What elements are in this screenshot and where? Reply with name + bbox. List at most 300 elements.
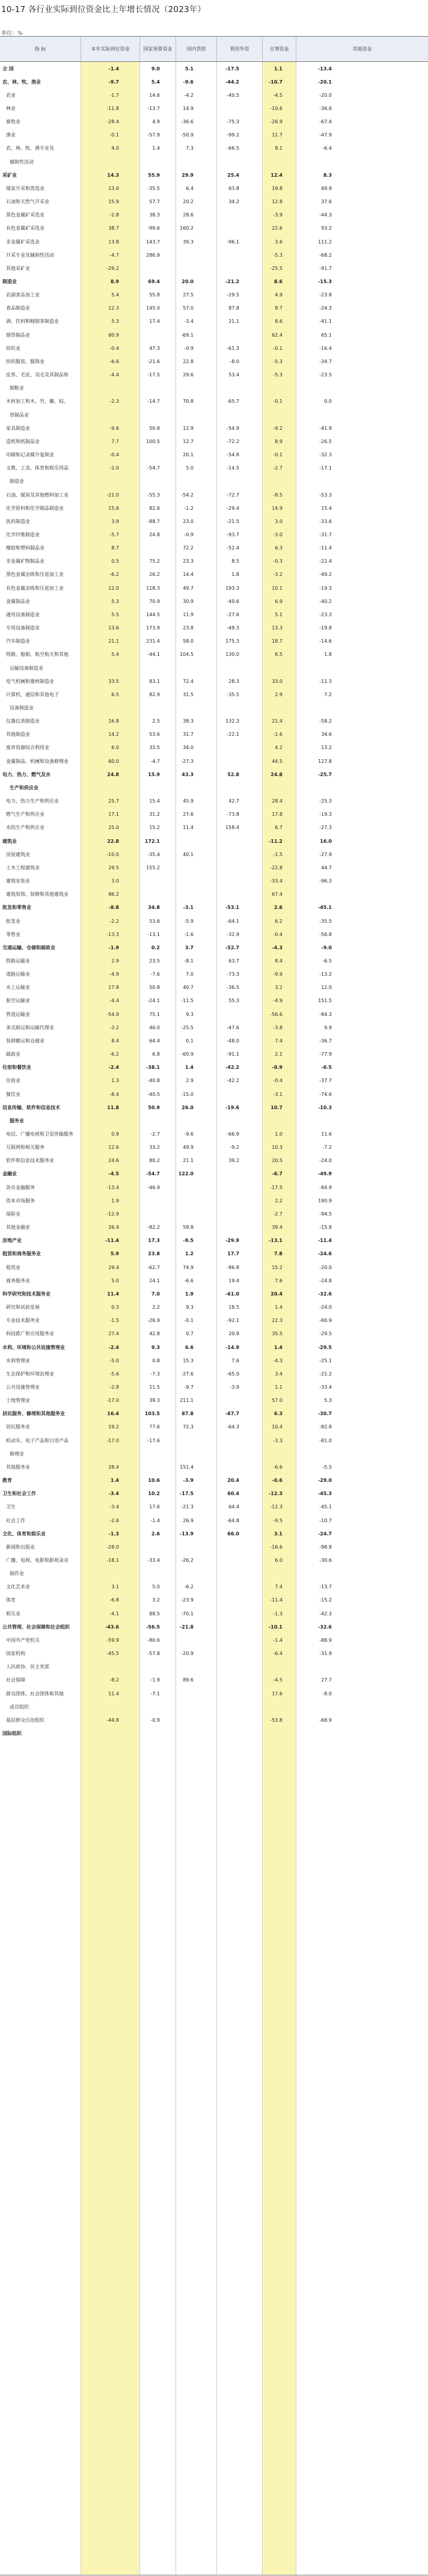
- total-funds-cell: -13.4: [106, 1184, 119, 1190]
- foreign-investment-cell: -53.1: [225, 905, 239, 911]
- domestic-loans-cell: -27.3: [181, 758, 194, 764]
- foreign-investment-cell: -29.5: [227, 292, 239, 298]
- foreign-investment-cell: [203, 1194, 239, 1207]
- domestic-loans-cell: [157, 834, 194, 848]
- foreign-investment-cell: 42.7: [228, 798, 239, 804]
- row-label: 住宿业: [6, 1078, 20, 1084]
- total-funds-cell: 16.8: [108, 718, 119, 724]
- foreign-investment-cell: [203, 155, 239, 168]
- state-budget-cell: 173.9: [146, 625, 160, 631]
- row-label: 批发业: [6, 918, 20, 924]
- foreign-investment-cell: [203, 1088, 239, 1101]
- other-funds-cell: [296, 1700, 332, 1713]
- foreign-investment-cell: [203, 222, 239, 235]
- other-funds-cell: -23.5: [319, 372, 332, 378]
- table-row: [0, 1141, 428, 1154]
- self-raised-cell: 7.4: [275, 1038, 283, 1044]
- self-raised-cell: -22.8: [270, 864, 283, 870]
- state-budget-cell: 143.7: [146, 239, 160, 245]
- total-funds-cell: -13.3: [106, 931, 119, 937]
- state-budget-cell: [124, 1660, 160, 1674]
- foreign-investment-cell: -66.5: [227, 145, 239, 151]
- row-label: 煤炭开采和洗选业: [6, 185, 44, 191]
- total-funds-cell: 5.9: [110, 1251, 119, 1257]
- row-label: 纺织业: [6, 345, 20, 351]
- foreign-investment-cell: 66.0: [227, 1531, 239, 1537]
- state-budget-cell: [124, 781, 160, 794]
- state-budget-cell: 14.6: [149, 92, 160, 98]
- self-raised-cell: -6.4: [273, 1651, 283, 1657]
- state-budget-cell: 10.2: [148, 1491, 160, 1497]
- row-label: 管道运输业: [6, 1011, 30, 1017]
- domestic-loans-cell: 160.2: [180, 225, 194, 231]
- domestic-loans-cell: -21.8: [179, 1624, 194, 1630]
- row-label: 电力、热力生产和供应业: [6, 798, 59, 804]
- foreign-investment-cell: -91.1: [227, 1051, 239, 1057]
- domestic-loans-cell: [157, 1660, 194, 1674]
- self-raised-cell: -0.1: [273, 452, 283, 458]
- other-funds-cell: -32.6: [317, 1624, 332, 1630]
- foreign-investment-cell: -35.5: [227, 691, 239, 697]
- foreign-investment-cell: -61.3: [227, 345, 239, 351]
- total-funds-cell: 16.4: [107, 1411, 119, 1417]
- other-funds-cell: -67.4: [319, 119, 332, 125]
- state-budget-cell: 1.4: [152, 145, 160, 151]
- row-label: 制作业: [10, 1571, 24, 1577]
- foreign-investment-cell: [203, 102, 239, 115]
- total-funds-cell: -6.6: [109, 358, 119, 364]
- state-budget-cell: [124, 382, 160, 395]
- other-funds-cell: -53.3: [319, 492, 332, 498]
- total-funds-cell: -5.7: [109, 531, 119, 537]
- domestic-loans-cell: 72.3: [183, 1424, 194, 1430]
- self-raised-cell: 6.7: [275, 825, 283, 831]
- state-budget-cell: -40.5: [147, 1091, 160, 1097]
- domestic-loans-cell: -3.4: [184, 319, 194, 325]
- row-label: 印刷和记录媒介复制业: [6, 452, 54, 458]
- other-funds-cell: -9.0: [321, 944, 332, 950]
- row-label: 其他制造业: [6, 732, 30, 738]
- domestic-loans-cell: -0.9: [184, 531, 194, 537]
- row-label: 仪器仪表制造业: [6, 718, 40, 724]
- self-raised-cell: [246, 1700, 283, 1713]
- state-budget-cell: 6.8: [152, 1051, 160, 1057]
- state-budget-cell: -17.6: [147, 1437, 160, 1443]
- other-funds-cell: -24.6: [317, 1251, 332, 1257]
- foreign-investment-cell: -66.9: [227, 1131, 239, 1137]
- domestic-loans-cell: -0.1: [184, 1318, 194, 1324]
- state-budget-cell: [124, 702, 160, 715]
- state-budget-cell: -14.7: [147, 399, 160, 405]
- foreign-investment-cell: 132.3: [225, 718, 239, 724]
- total-funds-cell: 3.0: [111, 878, 119, 884]
- foreign-investment-cell: [203, 328, 239, 341]
- table-row: [0, 1487, 428, 1501]
- self-raised-cell: 3.0: [275, 518, 283, 524]
- row-label: 电气机械和器材制造业: [6, 678, 54, 684]
- table-row: [0, 462, 428, 475]
- table-row: [0, 142, 428, 155]
- table-row: [0, 608, 428, 621]
- table-row: [0, 1167, 428, 1181]
- total-funds-cell: -5.0: [109, 1357, 119, 1363]
- foreign-investment-cell: [203, 1633, 239, 1647]
- other-funds-cell: -6.5: [321, 1065, 332, 1071]
- row-label: 纺织服装、服饰业: [6, 358, 44, 364]
- state-budget-cell: 118.3: [146, 585, 160, 591]
- domestic-loans-cell: [157, 1181, 194, 1194]
- table-row: [0, 635, 428, 648]
- other-funds-cell: 8.3: [323, 172, 332, 178]
- foreign-investment-cell: [203, 1181, 239, 1194]
- self-raised-cell: [246, 475, 283, 488]
- row-label: 房屋建筑业: [6, 851, 30, 857]
- foreign-investment-cell: -73.8: [227, 812, 239, 818]
- other-funds-cell: -36.6: [319, 105, 332, 111]
- other-funds-cell: 34.6: [321, 732, 332, 738]
- foreign-investment-cell: -42.2: [227, 1078, 239, 1084]
- domestic-loans-cell: 11.9: [183, 611, 194, 617]
- domestic-loans-cell: [157, 781, 194, 794]
- row-label: 黑色金属矿采选业: [6, 212, 44, 218]
- table-row: [0, 1421, 428, 1434]
- total-funds-cell: -6.2: [109, 572, 119, 578]
- state-budget-cell: 42.8: [149, 1331, 160, 1337]
- other-funds-cell: -29.5: [317, 1344, 332, 1350]
- row-label: 黑色金属冶炼和压延加工业: [6, 572, 64, 578]
- total-funds-cell: 14.3: [107, 172, 119, 178]
- row-label: 文教、工美、体育和娱乐用品: [6, 465, 69, 471]
- state-budget-cell: 70.9: [149, 598, 160, 604]
- self-raised-cell: -53.8: [270, 1717, 283, 1723]
- domestic-loans-cell: [157, 1194, 194, 1207]
- domestic-loans-cell: 89.6: [183, 1677, 194, 1683]
- state-budget-cell: [124, 328, 160, 341]
- foreign-investment-cell: -93.7: [227, 531, 239, 537]
- state-budget-cell: 145.0: [146, 305, 160, 311]
- domestic-loans-cell: 40.7: [183, 985, 194, 991]
- domestic-loans-cell: -70.1: [181, 1611, 194, 1617]
- total-funds-cell: -54.9: [106, 1011, 119, 1017]
- foreign-investment-cell: -22.1: [227, 732, 239, 738]
- total-funds-cell: 17.1: [108, 812, 119, 818]
- table-row: [0, 595, 428, 608]
- self-raised-cell: 22.6: [272, 225, 283, 231]
- self-raised-cell: -5.3: [273, 358, 283, 364]
- state-budget-cell: 23.5: [149, 958, 160, 964]
- total-funds-cell: -1.9: [108, 944, 119, 950]
- table-row: [0, 581, 428, 595]
- foreign-investment-cell: 130.0: [225, 652, 239, 658]
- row-label: 群众团体、社会团体和其他: [6, 1690, 64, 1696]
- self-raised-cell: 3.6: [275, 239, 283, 245]
- total-funds-cell: [83, 1727, 119, 1740]
- unit-label: 单位：%: [1, 31, 23, 37]
- total-funds-cell: [83, 382, 119, 395]
- table-row: [0, 928, 428, 941]
- state-budget-cell: 38.3: [149, 212, 160, 218]
- domestic-loans-cell: -9.5: [183, 1238, 194, 1244]
- self-raised-cell: 18.7: [272, 638, 283, 644]
- total-funds-cell: 6.0: [111, 745, 119, 751]
- foreign-investment-cell: -27.6: [227, 611, 239, 617]
- state-budget-cell: -88.7: [147, 518, 160, 524]
- self-raised-cell: -3.1: [273, 1091, 283, 1097]
- foreign-investment-cell: 17.7: [227, 1251, 239, 1257]
- total-funds-cell: -4.4: [109, 998, 119, 1004]
- other-funds-cell: -82.8: [319, 1424, 332, 1430]
- state-budget-cell: 33.5: [149, 745, 160, 751]
- state-budget-cell: [124, 448, 160, 462]
- total-funds-cell: -28.0: [106, 1544, 119, 1550]
- state-budget-cell: 7.0: [151, 1291, 160, 1297]
- table-row: [0, 395, 428, 408]
- table-row: [0, 1540, 428, 1553]
- total-funds-cell: -45.5: [106, 1651, 119, 1657]
- header-total-funds: 本年实际到位资金: [81, 37, 139, 61]
- total-funds-cell: 17.8: [108, 985, 119, 991]
- total-funds-cell: -11.4: [105, 1238, 119, 1244]
- other-funds-cell: 9.9: [324, 1024, 332, 1030]
- domestic-loans-cell: [157, 702, 194, 715]
- state-budget-cell: [124, 661, 160, 675]
- foreign-investment-cell: 55.3: [228, 998, 239, 1004]
- self-raised-cell: 1.1: [275, 1384, 283, 1390]
- table-row: [0, 1501, 428, 1514]
- row-label: 辅助性活动: [10, 159, 34, 165]
- other-funds-cell: -98.8: [319, 1544, 332, 1550]
- total-funds-cell: 5.4: [111, 292, 119, 298]
- total-funds-cell: 29.4: [108, 1264, 119, 1270]
- self-raised-cell: [246, 1660, 283, 1674]
- row-label: 废弃资源综合利用业: [6, 745, 49, 751]
- table-row: [0, 1594, 428, 1607]
- total-funds-cell: -10.0: [106, 851, 119, 857]
- total-funds-cell: -3.2: [109, 1024, 119, 1030]
- foreign-investment-cell: 63.7: [228, 958, 239, 964]
- other-funds-cell: -25.7: [317, 771, 332, 777]
- self-raised-cell: -5.3: [273, 372, 283, 378]
- row-label: 全 国: [2, 66, 14, 72]
- self-raised-cell: 62.4: [272, 332, 283, 338]
- state-budget-cell: -54.7: [147, 465, 160, 471]
- total-funds-cell: -29.2: [106, 265, 119, 271]
- row-label: 水的生产和供应业: [6, 825, 44, 831]
- foreign-investment-cell: -3.9: [230, 1384, 239, 1390]
- domestic-loans-cell: 38.3: [183, 718, 194, 724]
- self-raised-cell: -9.5: [273, 1517, 283, 1523]
- other-funds-cell: 111.2: [318, 239, 332, 245]
- table-row: [0, 1527, 428, 1540]
- total-funds-cell: 5.3: [111, 319, 119, 325]
- table-row: [0, 1633, 428, 1647]
- table-row: [0, 1354, 428, 1367]
- state-budget-cell: [124, 155, 160, 168]
- domestic-loans-cell: 23.8: [183, 625, 194, 631]
- row-label: 铁路、船舶、航空航天和其他: [6, 652, 69, 658]
- self-raised-cell: 11.7: [272, 132, 283, 138]
- state-budget-cell: 286.9: [146, 252, 160, 258]
- table-row: [0, 1660, 428, 1674]
- foreign-investment-cell: -61.0: [225, 1291, 239, 1297]
- foreign-investment-cell: [203, 1660, 239, 1674]
- self-raised-cell: 44.5: [272, 758, 283, 764]
- total-funds-cell: 12.0: [108, 585, 119, 591]
- domestic-loans-cell: [157, 661, 194, 675]
- self-raised-cell: 35.5: [272, 1331, 283, 1337]
- state-budget-cell: [124, 1207, 160, 1220]
- table-row: [0, 888, 428, 901]
- row-label: 金属制品业: [6, 598, 30, 604]
- table-row: [0, 1554, 428, 1567]
- foreign-investment-cell: -42.2: [225, 1065, 239, 1071]
- domestic-loans-cell: -9.6: [183, 79, 194, 85]
- state-budget-cell: -17.5: [147, 372, 160, 378]
- foreign-investment-cell: 19.4: [228, 1277, 239, 1283]
- total-funds-cell: 12.6: [108, 1145, 119, 1151]
- domestic-loans-cell: 122.0: [178, 1171, 194, 1177]
- other-funds-cell: -8.0: [322, 1690, 332, 1696]
- total-funds-cell: -8.2: [109, 1677, 119, 1683]
- state-budget-cell: 55.8: [149, 292, 160, 298]
- self-raised-cell: 2.2: [275, 1198, 283, 1204]
- row-label: 其他金融业: [6, 1225, 30, 1231]
- other-funds-cell: -17.1: [319, 465, 332, 471]
- other-funds-cell: [296, 475, 332, 488]
- other-funds-cell: -41.1: [319, 319, 332, 325]
- self-raised-cell: -4.5: [273, 92, 283, 98]
- row-label: 互联网和相关服务: [6, 1145, 44, 1151]
- total-funds-cell: 24.8: [107, 771, 119, 777]
- state-budget-cell: 172.1: [144, 838, 160, 844]
- state-budget-cell: 57.7: [149, 199, 160, 205]
- self-raised-cell: [246, 661, 283, 675]
- self-raised-cell: -1.5: [273, 851, 283, 857]
- total-funds-cell: -9.6: [109, 425, 119, 431]
- other-funds-cell: 5.3: [324, 1398, 332, 1404]
- total-funds-cell: 13.0: [108, 185, 119, 191]
- row-label: 公共管理、社会保障和社会组织: [2, 1624, 70, 1630]
- state-budget-cell: [124, 888, 160, 901]
- other-funds-cell: 151.5: [318, 998, 332, 1004]
- state-budget-cell: 2.6: [151, 1531, 160, 1537]
- domestic-loans-cell: -20.9: [181, 1651, 194, 1657]
- self-raised-cell: 24.8: [271, 771, 283, 777]
- self-raised-cell: -4.3: [272, 944, 283, 950]
- self-raised-cell: 1.4: [274, 1344, 283, 1350]
- row-label: 社会工作: [6, 1517, 25, 1523]
- domestic-loans-cell: 211.1: [180, 1398, 194, 1404]
- total-funds-cell: -2.8: [109, 1384, 119, 1390]
- other-funds-cell: -19.8: [319, 625, 332, 631]
- row-label: 计算机、通信和其他电子: [6, 691, 59, 697]
- row-label: 道路运输业: [6, 971, 30, 977]
- state-budget-cell: 46.0: [149, 1024, 160, 1030]
- other-funds-cell: -30.7: [317, 1411, 332, 1417]
- other-funds-cell: [296, 781, 332, 794]
- row-label: 化学纤维制造业: [6, 531, 40, 537]
- state-budget-cell: -7.6: [150, 971, 160, 977]
- foreign-investment-cell: [203, 1554, 239, 1567]
- table-row: [0, 1407, 428, 1421]
- domestic-loans-cell: 9.3: [186, 1305, 194, 1311]
- table-row: [0, 1261, 428, 1274]
- row-label: 草制品业: [10, 412, 29, 418]
- self-raised-cell: 17.8: [272, 812, 283, 818]
- other-funds-cell: -96.3: [319, 878, 332, 884]
- row-label: 通用设备制造业: [6, 611, 40, 617]
- foreign-investment-cell: [203, 1607, 239, 1620]
- row-label: 畜牧业: [6, 119, 20, 125]
- domestic-loans-cell: 40.1: [183, 851, 194, 857]
- domestic-loans-cell: 14.9: [183, 105, 194, 111]
- other-funds-cell: -24.3: [319, 305, 332, 311]
- row-label: 建筑安装业: [6, 878, 30, 884]
- other-funds-cell: -29.5: [319, 1331, 332, 1337]
- self-raised-cell: -33.4: [270, 878, 283, 884]
- other-funds-cell: -49.2: [319, 572, 332, 578]
- self-raised-cell: -3.0: [273, 531, 283, 537]
- other-funds-cell: 65.1: [321, 332, 332, 338]
- table-row: [0, 1674, 428, 1687]
- table-row: [0, 1061, 428, 1074]
- self-raised-cell: 57.0: [272, 1398, 283, 1404]
- row-label: 资本市场服务: [6, 1198, 35, 1204]
- other-funds-cell: 93.2: [321, 225, 332, 231]
- table-row: [0, 1101, 428, 1114]
- table-row: [0, 848, 428, 861]
- row-label: 房地产业: [2, 1238, 22, 1244]
- self-raised-cell: 14.9: [272, 505, 283, 511]
- table-row: [0, 88, 428, 102]
- row-label: 专用设备制造业: [6, 625, 40, 631]
- self-raised-cell: -16.6: [270, 1544, 283, 1550]
- state-budget-cell: [124, 1194, 160, 1207]
- foreign-investment-cell: 87.8: [228, 305, 239, 311]
- domestic-loans-cell: [157, 475, 194, 488]
- other-funds-cell: 13.2: [321, 745, 332, 751]
- row-label: 铁路运输业: [6, 958, 30, 964]
- table-row: [0, 1034, 428, 1047]
- state-budget-cell: -54.7: [145, 1171, 160, 1177]
- other-funds-cell: -31.9: [319, 1651, 332, 1657]
- table-row: [0, 408, 428, 421]
- foreign-investment-cell: -21.2: [225, 279, 239, 284]
- foreign-investment-cell: [203, 861, 239, 874]
- foreign-investment-cell: -54.8: [227, 452, 239, 458]
- state-budget-cell: -57.9: [147, 132, 160, 138]
- other-funds-cell: -26.5: [319, 438, 332, 444]
- domestic-loans-cell: -1.2: [184, 505, 194, 511]
- state-budget-cell: 75.2: [149, 558, 160, 564]
- state-budget-cell: -33.4: [147, 1558, 160, 1563]
- state-budget-cell: -38.1: [145, 1065, 160, 1071]
- total-funds-cell: 8.4: [111, 1038, 119, 1044]
- self-raised-cell: 1.4: [275, 1305, 283, 1311]
- total-funds-cell: -28.4: [106, 119, 119, 125]
- row-label: 采矿业: [2, 172, 17, 178]
- table-row: [0, 155, 428, 168]
- table-row: [0, 248, 428, 262]
- domestic-loans-cell: 26.9: [183, 1517, 194, 1523]
- row-label: 零售业: [6, 931, 20, 937]
- total-funds-cell: 5.5: [111, 611, 119, 617]
- foreign-investment-cell: -86.8: [227, 1264, 239, 1270]
- domestic-loans-cell: [157, 408, 194, 421]
- foreign-investment-cell: 34.2: [228, 199, 239, 205]
- row-label: 电力、热力、燃气及水: [2, 771, 50, 777]
- self-raised-cell: [246, 408, 283, 421]
